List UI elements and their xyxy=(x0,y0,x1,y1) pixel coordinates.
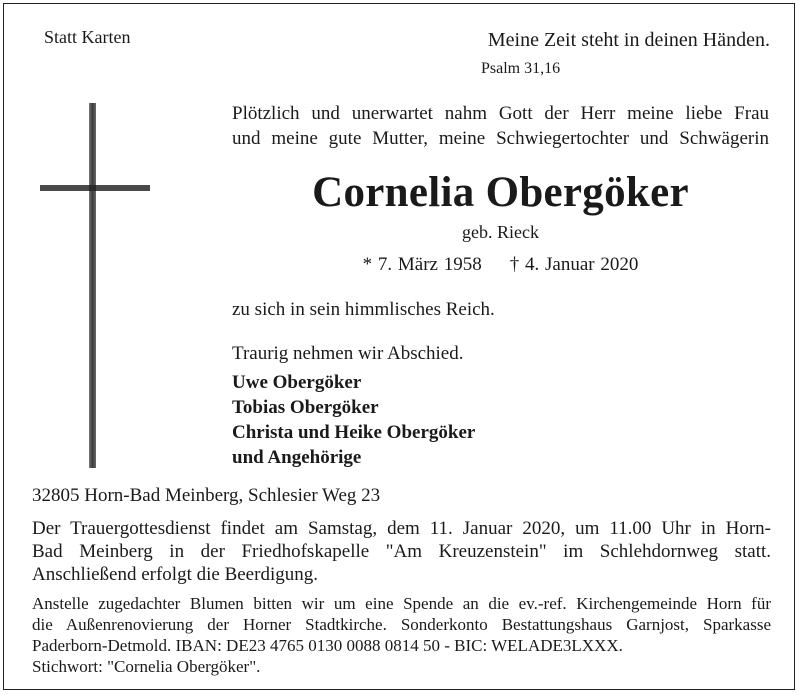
bible-quote: Meine Zeit steht in deinen Händen. xyxy=(487,29,770,51)
service-line: Anschließend erfolgt die Beerdigung. xyxy=(32,564,318,585)
donation-line: die Außenrenovierung der Horner Stadtkirche. Sonderkonto Bestattungshaus Garnjost, Sparkasse xyxy=(32,615,771,634)
funeral-service-text xyxy=(32,517,771,586)
mourner-name: Christa und Heike Obergöker xyxy=(232,422,476,443)
service-line: Bad Meinberg in der Friedhofskapelle "Am Kreuzenstein" im Schlehdornweg statt. xyxy=(32,541,771,562)
mourner-name: und Angehörige xyxy=(232,447,362,468)
mourners-list xyxy=(232,370,475,470)
statt-karten-label: Statt Karten xyxy=(44,27,131,47)
donation-line: Paderborn-Detmold. IBAN: DE23 4765 0130 0088 0814 50 - BIC: WELADE3LXXX. xyxy=(32,636,623,655)
heaven-line: zu sich in sein himmlisches Reich. xyxy=(232,299,495,320)
donation-line: Anstelle zugedachter Blumen bitten wir um eine Spende an die ev.-ref. Kirchengemeinde Horn für xyxy=(32,594,771,613)
farewell-line: Traurig nehmen wir Abschied. xyxy=(232,343,464,364)
donation-text xyxy=(32,593,771,677)
birth-name: geb. Rieck xyxy=(462,222,539,242)
cross-icon xyxy=(40,103,150,468)
psalm-reference: Psalm 31,16 xyxy=(481,60,561,77)
family-address: 32805 Horn-Bad Meinberg, Schlesier Weg 23 xyxy=(32,485,381,506)
life-dates xyxy=(232,254,769,276)
birth-date: * 7. März 1958 xyxy=(362,254,482,275)
death-date: † 4. Januar 2020 xyxy=(509,254,639,275)
mourner-name: Tobias Obergöker xyxy=(232,397,379,418)
intro-line: Plötzlich und unerwartet nahm Gott der Herr meine liebe Frau xyxy=(232,103,769,124)
mourner-name: Uwe Obergöker xyxy=(232,372,362,393)
intro-text xyxy=(232,101,769,151)
service-line: Der Trauergottesdienst findet am Samstag, dem 11. Januar 2020, um 11.00 Uhr in Horn- xyxy=(32,518,771,539)
donation-line: Stichwort: "Cornelia Obergöker". xyxy=(32,657,261,676)
deceased-name: Cornelia Obergöker xyxy=(312,169,689,216)
intro-line: und meine gute Mutter, meine Schwiegertochter und Schwägerin xyxy=(232,128,769,149)
